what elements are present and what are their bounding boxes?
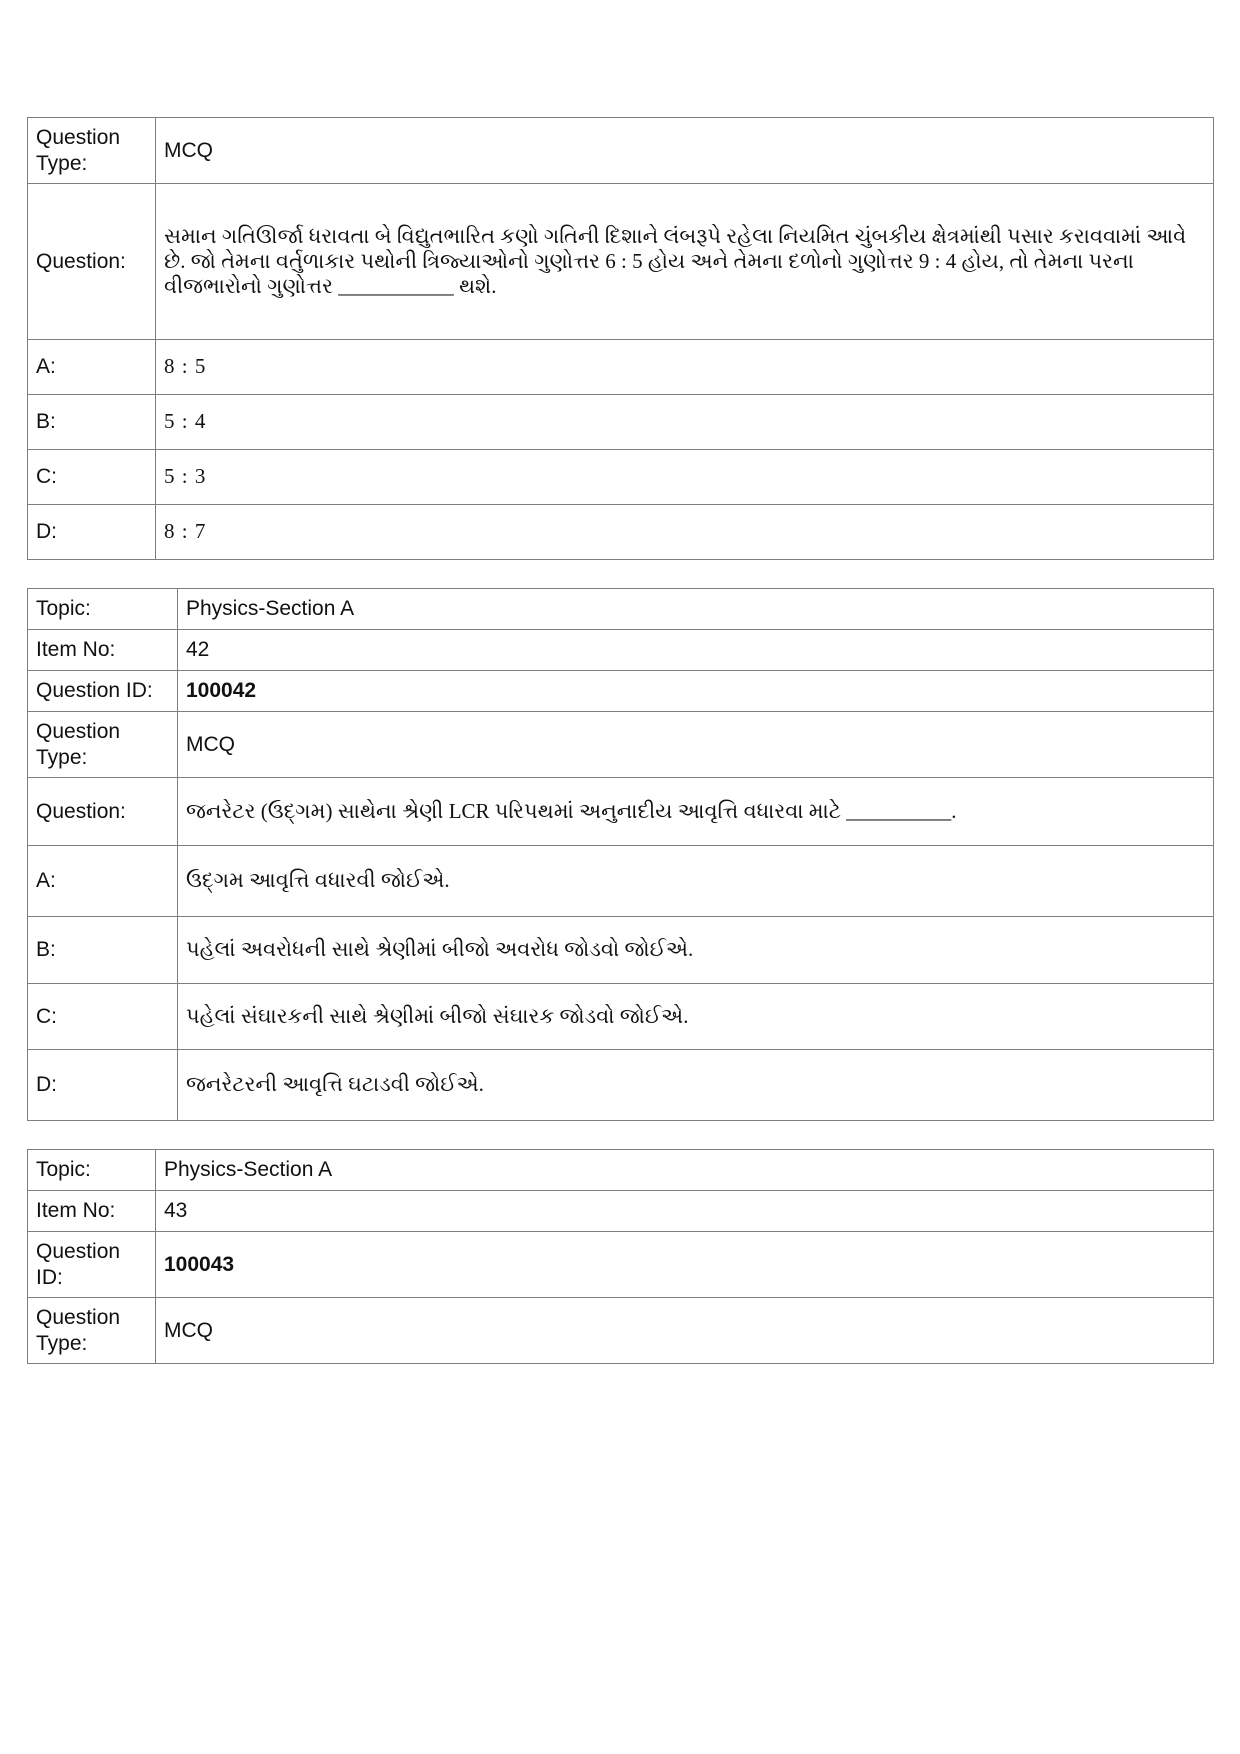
item-no-label: Item No: (28, 630, 178, 671)
option-b-label: B: (28, 917, 178, 984)
topic-label: Topic: (28, 589, 178, 630)
option-d-label: D: (28, 1050, 178, 1121)
row-option-a (28, 340, 1214, 395)
row-option-d (28, 1050, 1214, 1121)
row-option-b (28, 395, 1214, 450)
row-question-type (28, 1298, 1214, 1364)
option-d-text: 8 : 7 (156, 505, 1214, 560)
row-question-type (28, 118, 1214, 184)
row-option-c (28, 984, 1214, 1050)
question-id-label: Question ID: (28, 671, 178, 712)
item-no-value: 42 (178, 630, 1214, 671)
option-b-text: પહેલાં અવરોધની સાથે શ્રેણીમાં બીજો અવરોધ જોડવો જોઈએ. (178, 917, 1214, 984)
question-type-value: MCQ (178, 712, 1214, 778)
question-block-41 (27, 117, 1214, 560)
row-option-c (28, 450, 1214, 505)
question-text: જનરેટર (ઉદ્ગમ) સાથેના શ્રેણી LCR પરિપથમાં અનુનાદીય આવૃત્તિ વધારવા માટે __________. (178, 778, 1214, 846)
option-b-text: 5 : 4 (156, 395, 1214, 450)
question-type-label: Question Type: (28, 118, 156, 184)
question-text: સમાન ગતિઊર્જા ધરાવતા બે વિદ્યુતભારિત કણો ગતિની દિશાને લંબરૂપે રહેલા નિયમિત ચુંબકીય ક્ષેત્રમાંથી પસાર કરાવવામાં આવે છે. જો તેમના વર્તુળાકાર પથોની ત્રિજ્યાઓનો ગુણોત્તર 6 : 5 હોય અને તેમના દળોનો ગુણોત્તર 9 : 4 હોય, તો તેમના પરના વીજભારોનો ગુણોત્તર ___________ થશે. (156, 184, 1214, 340)
row-topic (28, 1150, 1214, 1191)
option-a-label: A: (28, 846, 178, 917)
question-block-42 (27, 588, 1214, 1121)
option-b-label: B: (28, 395, 156, 450)
row-question-id (28, 1232, 1214, 1298)
question-label: Question: (28, 184, 156, 340)
row-question-id (28, 671, 1214, 712)
question-type-value: MCQ (156, 1298, 1214, 1364)
option-c-text: પહેલાં સંઘારકની સાથે શ્રેણીમાં બીજો સંઘારક જોડવો જોઈએ. (178, 984, 1214, 1050)
row-question (28, 184, 1214, 340)
question-id-value: 100043 (156, 1232, 1214, 1298)
option-c-label: C: (28, 450, 156, 505)
item-no-label: Item No: (28, 1191, 156, 1232)
topic-value: Physics-Section A (178, 589, 1214, 630)
row-item-no (28, 1191, 1214, 1232)
option-a-label: A: (28, 340, 156, 395)
question-id-label: Question ID: (28, 1232, 156, 1298)
question-type-label: Question Type: (28, 712, 178, 778)
item-no-value: 43 (156, 1191, 1214, 1232)
question-block-43 (27, 1149, 1214, 1364)
option-d-label: D: (28, 505, 156, 560)
option-a-text: 8 : 5 (156, 340, 1214, 395)
row-item-no (28, 630, 1214, 671)
question-type-label: Question Type: (28, 1298, 156, 1364)
option-a-text: ઉદ્ગમ આવૃત્તિ વધારવી જોઈએ. (178, 846, 1214, 917)
option-c-label: C: (28, 984, 178, 1050)
topic-value: Physics-Section A (156, 1150, 1214, 1191)
option-c-text: 5 : 3 (156, 450, 1214, 505)
row-question (28, 778, 1214, 846)
row-option-a (28, 846, 1214, 917)
row-option-b (28, 917, 1214, 984)
row-topic (28, 589, 1214, 630)
row-option-d (28, 505, 1214, 560)
question-type-value: MCQ (156, 118, 1214, 184)
topic-label: Topic: (28, 1150, 156, 1191)
question-label: Question: (28, 778, 178, 846)
row-question-type (28, 712, 1214, 778)
question-id-value: 100042 (178, 671, 1214, 712)
option-d-text: જનરેટરની આવૃત્તિ ઘટાડવી જોઈએ. (178, 1050, 1214, 1121)
